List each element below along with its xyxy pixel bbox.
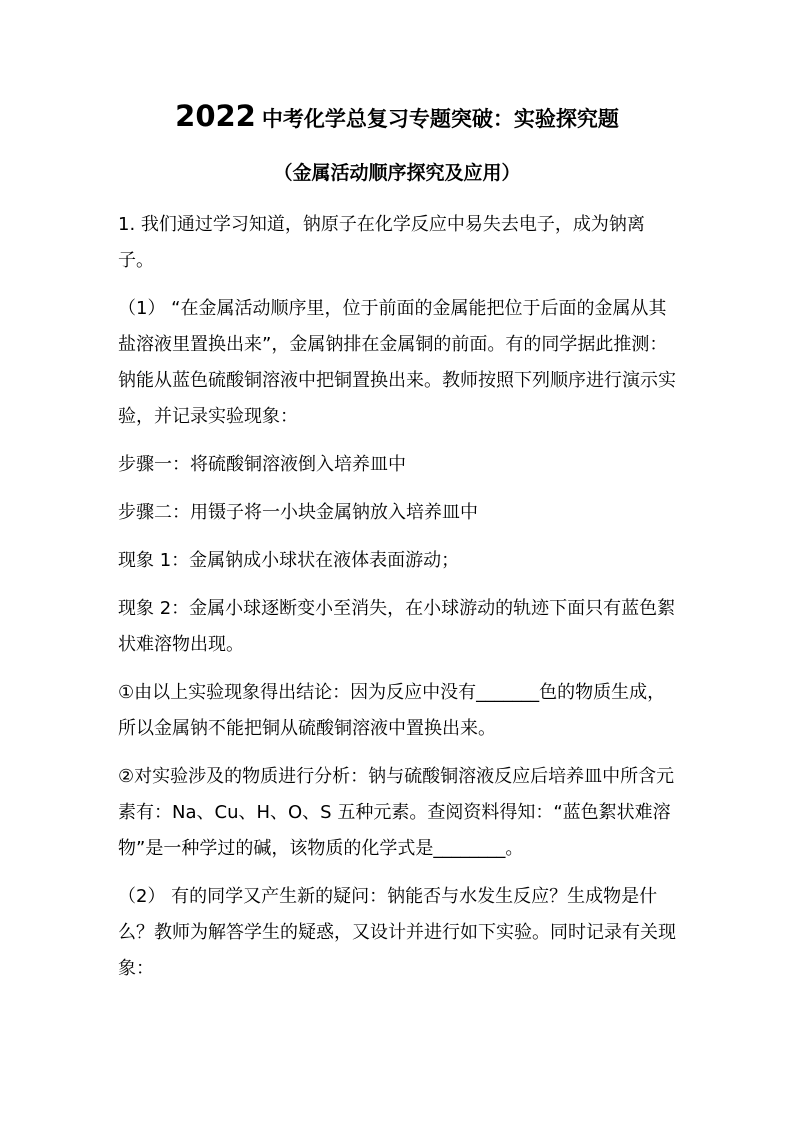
step-two: 步骤二：用镊子将一小块金属钠放入培养皿中 <box>118 502 478 523</box>
phenomenon-2: 现象 2：金属小球逐断变小至消失，在小球游动的轨迹下面只有蓝色絮状难溶物出现。 <box>118 598 676 655</box>
title-text: 中考化学总复习专题突破：实验探究题 <box>261 107 619 131</box>
part-2-description: （2） 有的同学又产生新的疑问：钠能否与水发生反应？生成物是什么？教师为解答学生的疑惑，又设计并进行如下实验。同时记录有关现象： <box>118 886 676 979</box>
part-1-description: （1） “在金属活动顺序里，位于前面的金属能把位于后面的金属从其盐溶液里置换出来”，金属钠排在金属铜的前面。有的同学据此推测：钠能从蓝色硫酸铜溶液中把铜置换出来。教师按照下列顺序进行演示实验，并记录实验现象： <box>118 298 676 427</box>
document-body <box>118 207 678 999</box>
question-intro: 1. 我们通过学习知道，钠原子在化学反应中易失去电子，成为钠离子。 <box>118 214 645 271</box>
title-year: 2022 <box>175 99 256 133</box>
question-item-2: ②对实验涉及的物质进行分析：钠与硫酸铜溶液反应后培养皿中所含元素有：Na、Cu、H、O、S 五种元素。查阅资料得知：“蓝色絮状难溶物”是一种学过的碱，该物质的化学式是________。 <box>118 766 675 859</box>
page-title <box>0 96 794 139</box>
phenomenon-1: 现象 1：金属钠成小球状在液体表面游动； <box>118 550 460 571</box>
question-item-1: ①由以上实验现象得出结论：因为反应中没有_______色的物质生成，所以金属钠不能把铜从硫酸铜溶液中置换出来。 <box>118 682 666 739</box>
step-one: 步骤一：将硫酸铜溶液倒入培养皿中 <box>118 454 406 475</box>
page-subtitle: （金属活动顺序探究及应用） <box>273 162 521 184</box>
